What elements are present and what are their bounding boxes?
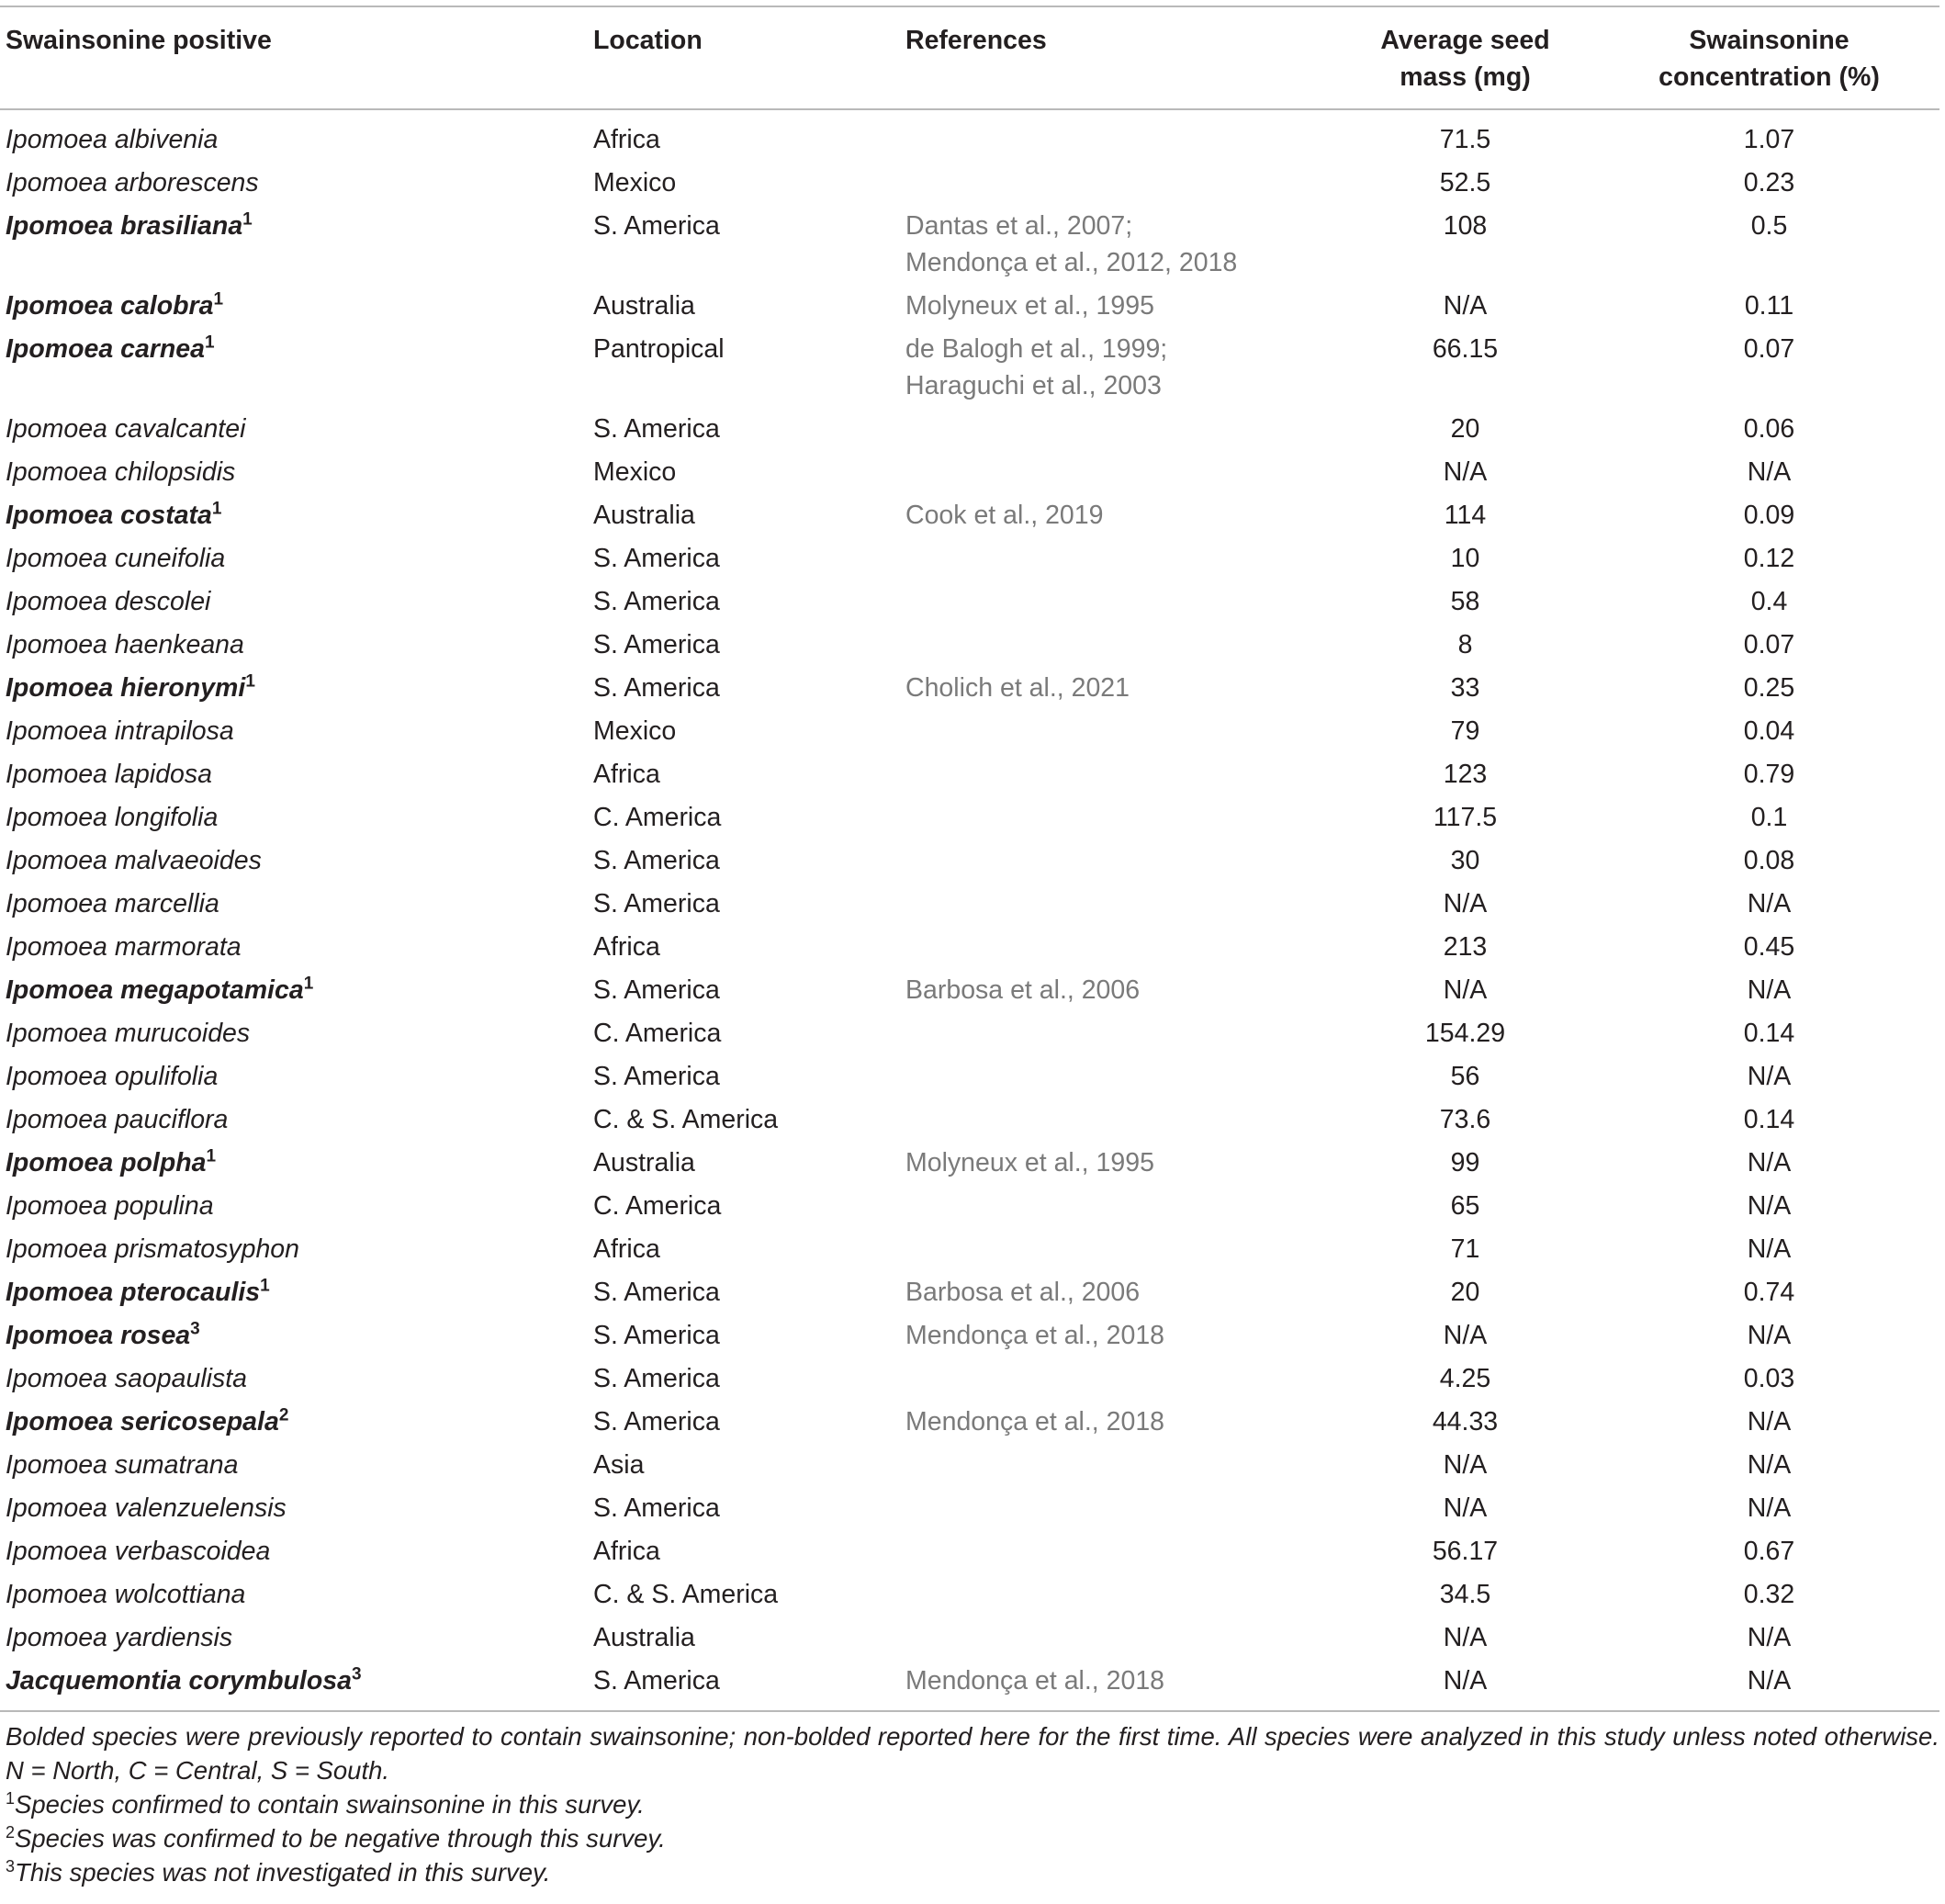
species-cell: [0, 161, 588, 204]
references-cell: [900, 666, 1332, 709]
location-cell: S. America: [593, 889, 720, 918]
species-name: Ipomoea valenzuelensis: [6, 1493, 287, 1523]
concentration-cell: 0.45: [1743, 932, 1795, 962]
species-name: Ipomoea yardiensis: [6, 1623, 233, 1652]
reference-citation: Mendonça et al., 2018: [905, 1321, 1165, 1350]
seed-mass-cell: 108: [1443, 211, 1488, 241]
concentration-cell: 0.04: [1743, 716, 1795, 746]
species-cell: [0, 1486, 588, 1529]
species-name: Ipomoea pterocaulis: [6, 1278, 261, 1307]
table-row: [0, 752, 1939, 795]
references-cell: [900, 1572, 1332, 1616]
header-location: Location: [593, 26, 703, 55]
location-cell: Africa: [593, 1234, 660, 1264]
footnote-item: [6, 1821, 1939, 1855]
concentration-cell: N/A: [1747, 889, 1792, 918]
species-cell: [0, 1098, 588, 1141]
species-name: Ipomoea cavalcantei: [6, 414, 246, 444]
references-cell: [900, 925, 1332, 968]
species-cell: [0, 1313, 588, 1357]
concentration-cell: 0.4: [1750, 587, 1788, 616]
seed-mass-cell: N/A: [1443, 1321, 1488, 1350]
references-cell: [900, 1529, 1332, 1572]
location-cell: S. America: [593, 1407, 720, 1436]
header-references: References: [905, 26, 1047, 55]
reference-citation: Mendonça et al., 2018: [905, 1407, 1165, 1436]
references-cell: [900, 1659, 1332, 1711]
table-footnotes: [0, 1712, 1939, 1889]
species-cell: [0, 1011, 588, 1054]
table-row: [0, 1313, 1939, 1357]
species-name: Ipomoea murucoides: [6, 1019, 251, 1048]
species-name: Ipomoea sumatrana: [6, 1450, 239, 1480]
table-row: [0, 666, 1939, 709]
references-cell: [900, 1486, 1332, 1529]
concentration-cell: N/A: [1747, 1623, 1792, 1652]
species-name: Ipomoea sericosepala: [6, 1407, 279, 1436]
references-cell: [900, 493, 1332, 536]
footnote-marker: 1: [213, 289, 224, 310]
footnote-marker: 1: [205, 332, 215, 353]
reference-citation: Molyneux et al., 1995: [905, 291, 1154, 321]
species-cell: [0, 109, 588, 161]
species-cell: [0, 1270, 588, 1313]
table-row: [0, 1011, 1939, 1054]
footnote-mark: 1: [6, 1788, 16, 1808]
location-cell: Africa: [593, 932, 660, 962]
species-name: Jacquemontia corymbulosa: [6, 1666, 352, 1696]
table-row: [0, 968, 1939, 1011]
location-cell: S. America: [593, 1364, 720, 1393]
seed-mass-cell: 30: [1450, 846, 1480, 875]
species-name: Ipomoea populina: [6, 1191, 214, 1221]
footnote-marker: 3: [351, 1664, 362, 1684]
concentration-cell: 0.74: [1743, 1278, 1795, 1307]
species-name: Ipomoea marcellia: [6, 889, 219, 918]
seed-mass-cell: 71.5: [1439, 125, 1491, 154]
seed-mass-cell: 8: [1457, 630, 1473, 659]
concentration-cell: 0.79: [1743, 760, 1795, 789]
seed-mass-cell: 34.5: [1439, 1580, 1491, 1609]
location-cell: Pantropical: [593, 334, 725, 364]
location-cell: Australia: [593, 291, 695, 321]
concentration-cell: 0.23: [1743, 168, 1795, 197]
table-row: [0, 580, 1939, 623]
species-name: Ipomoea longifolia: [6, 803, 219, 832]
species-name: Ipomoea pauciflora: [6, 1105, 229, 1134]
species-cell: [0, 623, 588, 666]
seed-mass-cell: 58: [1450, 587, 1480, 616]
seed-mass-cell: N/A: [1443, 1666, 1488, 1696]
references-cell: [900, 795, 1332, 839]
table-row: [0, 1357, 1939, 1400]
references-cell: [900, 1011, 1332, 1054]
species-cell: [0, 1227, 588, 1270]
seed-mass-cell: 65: [1450, 1191, 1480, 1221]
seed-mass-cell: 114: [1444, 501, 1487, 530]
header-seed-mass: [1332, 6, 1599, 109]
references-cell: [900, 1313, 1332, 1357]
footnote-main: Bolded species were previously reported to contain swainsonine; non-bolded reported here for the first time. All species were analyzed in this study unless noted otherwise. N = North, C = Central, S = South.: [6, 1722, 1939, 1785]
concentration-cell: 0.12: [1743, 544, 1795, 573]
species-name: Ipomoea verbascoidea: [6, 1537, 271, 1566]
location-cell: Africa: [593, 760, 660, 789]
table-row: [0, 327, 1939, 407]
species-cell: [0, 204, 588, 284]
species-cell: [0, 1572, 588, 1616]
location-cell: S. America: [593, 673, 720, 703]
concentration-cell: 0.1: [1750, 803, 1788, 832]
reference-citation: de Balogh et al., 1999;: [905, 334, 1168, 364]
table-row: [0, 795, 1939, 839]
reference-citation: Mendonça et al., 2012, 2018: [905, 248, 1238, 277]
species-cell: [0, 968, 588, 1011]
reference-citation: Haraguchi et al., 2003: [905, 371, 1162, 400]
seed-mass-cell: 66.15: [1432, 334, 1499, 364]
references-cell: [900, 1141, 1332, 1184]
table-row: [0, 1616, 1939, 1659]
location-cell: C. America: [593, 803, 722, 832]
table-row: [0, 450, 1939, 493]
location-cell: S. America: [593, 1666, 720, 1696]
references-cell: [900, 882, 1332, 925]
footnote-text: Species confirmed to contain swainsonine in this survey.: [15, 1790, 645, 1819]
location-cell: Australia: [593, 1148, 695, 1177]
references-cell: [900, 1184, 1332, 1227]
footnote-marker: 2: [278, 1405, 289, 1425]
species-name: Ipomoea descolei: [6, 587, 211, 616]
location-cell: S. America: [593, 846, 720, 875]
table-row: [0, 1443, 1939, 1486]
references-cell: [900, 161, 1332, 204]
species-cell: [0, 925, 588, 968]
seed-mass-cell: 213: [1443, 932, 1488, 962]
concentration-cell: 0.14: [1743, 1105, 1795, 1134]
species-cell: [0, 839, 588, 882]
seed-mass-cell: 4.25: [1439, 1364, 1491, 1393]
footnote-item: [6, 1787, 1939, 1821]
seed-mass-cell: 154.29: [1424, 1019, 1506, 1048]
location-cell: C. America: [593, 1191, 722, 1221]
seed-mass-cell: 79: [1450, 716, 1480, 746]
table-row: [0, 536, 1939, 580]
reference-citation: Dantas et al., 2007;: [905, 211, 1133, 241]
footnote-marker: 1: [206, 1146, 217, 1166]
references-cell: [900, 709, 1332, 752]
references-cell: [900, 1443, 1332, 1486]
concentration-cell: 0.09: [1743, 501, 1795, 530]
references-cell: [900, 1098, 1332, 1141]
concentration-cell: N/A: [1747, 1191, 1792, 1221]
concentration-cell: N/A: [1747, 457, 1792, 487]
species-name: Ipomoea hieronymi: [6, 673, 246, 703]
species-cell: [0, 1054, 588, 1098]
species-cell: [0, 493, 588, 536]
location-cell: Africa: [593, 125, 660, 154]
species-name: Ipomoea saopaulista: [6, 1364, 248, 1393]
concentration-cell: 0.03: [1743, 1364, 1795, 1393]
header-row: [0, 6, 1939, 109]
location-cell: S. America: [593, 1493, 720, 1523]
concentration-cell: N/A: [1747, 1321, 1792, 1350]
concentration-cell: N/A: [1747, 1666, 1792, 1696]
footnote-marker: 1: [245, 671, 255, 692]
species-cell: [0, 666, 588, 709]
header-concentration-line2: concentration (%): [1658, 62, 1880, 92]
seed-mass-cell: 20: [1450, 414, 1480, 444]
footnote-list: [6, 1787, 1939, 1889]
species-cell: [0, 1529, 588, 1572]
location-cell: S. America: [593, 544, 720, 573]
concentration-cell: 1.07: [1743, 125, 1795, 154]
table-row: [0, 1400, 1939, 1443]
header-seed-mass-line2: mass (mg): [1400, 62, 1531, 92]
seed-mass-cell: 10: [1450, 544, 1480, 573]
seed-mass-cell: 56: [1450, 1062, 1480, 1091]
species-name: Ipomoea prismatosyphon: [6, 1234, 300, 1264]
species-cell: [0, 882, 588, 925]
species-name: Ipomoea wolcottiana: [6, 1580, 246, 1609]
header-concentration-line1: Swainsonine: [1689, 26, 1849, 55]
table-row: [0, 623, 1939, 666]
seed-mass-cell: N/A: [1443, 457, 1488, 487]
table-row: [0, 925, 1939, 968]
species-name: Ipomoea intrapilosa: [6, 716, 234, 746]
species-cell: [0, 1443, 588, 1486]
footnote-mark: 2: [6, 1822, 16, 1842]
references-cell: [900, 407, 1332, 450]
references-cell: [900, 1270, 1332, 1313]
species-name: Ipomoea albivenia: [6, 125, 219, 154]
species-cell: [0, 407, 588, 450]
concentration-cell: N/A: [1747, 1407, 1792, 1436]
references-cell: [900, 327, 1332, 407]
table-row: [0, 407, 1939, 450]
species-name: Ipomoea marmorata: [6, 932, 242, 962]
species-name: Ipomoea brasiliana: [6, 211, 243, 241]
reference-citation: Mendonça et al., 2018: [905, 1666, 1165, 1696]
seed-mass-cell: N/A: [1443, 1450, 1488, 1480]
location-cell: S. America: [593, 630, 720, 659]
species-name: Ipomoea chilopsidis: [6, 457, 236, 487]
species-name: Ipomoea megapotamica: [6, 975, 304, 1005]
reference-citation: Molyneux et al., 1995: [905, 1148, 1154, 1177]
species-cell: [0, 450, 588, 493]
header-concentration: [1599, 6, 1939, 109]
seed-mass-cell: 117.5: [1433, 803, 1498, 832]
header-species: Swainsonine positive: [6, 26, 272, 55]
table-row: [0, 839, 1939, 882]
references-cell: [900, 536, 1332, 580]
location-cell: Mexico: [593, 168, 677, 197]
species-cell: [0, 284, 588, 327]
location-cell: C. & S. America: [593, 1580, 779, 1609]
species-cell: [0, 1400, 588, 1443]
location-cell: S. America: [593, 1062, 720, 1091]
references-cell: [900, 1400, 1332, 1443]
references-cell: [900, 623, 1332, 666]
header-seed-mass-line1: Average seed: [1380, 26, 1550, 55]
concentration-cell: 0.08: [1743, 846, 1795, 875]
footnote-mark: 3: [6, 1856, 16, 1876]
species-name: Ipomoea haenkeana: [6, 630, 244, 659]
table-row: [0, 1141, 1939, 1184]
seed-mass-cell: 20: [1450, 1278, 1480, 1307]
table-header: [0, 6, 1939, 109]
location-cell: Australia: [593, 1623, 695, 1652]
references-cell: [900, 1357, 1332, 1400]
concentration-cell: 0.07: [1743, 334, 1795, 364]
references-cell: [900, 284, 1332, 327]
location-cell: S. America: [593, 1278, 720, 1307]
data-table: [0, 6, 1939, 1712]
location-cell: Mexico: [593, 457, 677, 487]
footnote-marker: 1: [242, 209, 253, 230]
footnote-marker: 1: [260, 1276, 270, 1296]
species-cell: [0, 1141, 588, 1184]
location-cell: C. & S. America: [593, 1105, 779, 1134]
concentration-cell: 0.06: [1743, 414, 1795, 444]
species-cell: [0, 1616, 588, 1659]
species-cell: [0, 709, 588, 752]
footnote-marker: 1: [303, 974, 314, 994]
seed-mass-cell: 52.5: [1439, 168, 1491, 197]
seed-mass-cell: N/A: [1443, 1493, 1488, 1523]
table-row: [0, 1659, 1939, 1711]
reference-citation: Cook et al., 2019: [905, 501, 1104, 530]
footnote-text: Species was confirmed to be negative through this survey.: [15, 1824, 666, 1853]
concentration-cell: 0.5: [1750, 211, 1788, 241]
location-cell: S. America: [593, 211, 720, 241]
species-cell: [0, 580, 588, 623]
species-name: Ipomoea malvaeoides: [6, 846, 262, 875]
concentration-cell: 0.25: [1743, 673, 1795, 703]
table-row: [0, 109, 1939, 161]
table-row: [0, 1572, 1939, 1616]
concentration-cell: N/A: [1747, 1450, 1792, 1480]
table-row: [0, 1529, 1939, 1572]
reference-citation: Barbosa et al., 2006: [905, 975, 1141, 1005]
concentration-cell: N/A: [1747, 975, 1792, 1005]
species-cell: [0, 1357, 588, 1400]
references-cell: [900, 752, 1332, 795]
location-cell: S. America: [593, 1321, 720, 1350]
location-cell: Africa: [593, 1537, 660, 1566]
location-cell: C. America: [593, 1019, 722, 1048]
location-cell: Australia: [593, 501, 695, 530]
location-cell: S. America: [593, 975, 720, 1005]
concentration-cell: N/A: [1747, 1493, 1792, 1523]
location-cell: S. America: [593, 414, 720, 444]
table-row: [0, 204, 1939, 284]
footnote-marker: 3: [190, 1319, 200, 1339]
table-body: [0, 109, 1939, 1711]
references-cell: [900, 1054, 1332, 1098]
seed-mass-cell: N/A: [1443, 291, 1488, 321]
seed-mass-cell: 33: [1450, 673, 1480, 703]
species-cell: [0, 1659, 588, 1711]
species-name: Ipomoea costata: [6, 501, 212, 530]
species-cell: [0, 752, 588, 795]
table-row: [0, 1486, 1939, 1529]
seed-mass-cell: N/A: [1443, 1623, 1488, 1652]
seed-mass-cell: N/A: [1443, 889, 1488, 918]
seed-mass-cell: 56.17: [1432, 1537, 1499, 1566]
references-cell: [900, 580, 1332, 623]
table-row: [0, 284, 1939, 327]
references-cell: [900, 968, 1332, 1011]
reference-citation: Cholich et al., 2021: [905, 673, 1130, 703]
references-cell: [900, 839, 1332, 882]
seed-mass-cell: 73.6: [1439, 1105, 1491, 1134]
concentration-cell: 0.11: [1744, 291, 1794, 321]
concentration-cell: N/A: [1747, 1148, 1792, 1177]
footnote-marker: 1: [211, 499, 222, 519]
concentration-cell: 0.07: [1743, 630, 1795, 659]
reference-citation: Barbosa et al., 2006: [905, 1278, 1141, 1307]
seed-mass-cell: 123: [1443, 760, 1488, 789]
species-name: Ipomoea cuneifolia: [6, 544, 226, 573]
references-cell: [900, 204, 1332, 284]
references-cell: [900, 450, 1332, 493]
table-row: [0, 1227, 1939, 1270]
location-cell: S. America: [593, 587, 720, 616]
references-cell: [900, 1616, 1332, 1659]
concentration-cell: 0.14: [1743, 1019, 1795, 1048]
location-cell: Asia: [593, 1450, 645, 1480]
references-cell: [900, 1227, 1332, 1270]
footnote-item: [6, 1855, 1939, 1889]
concentration-cell: 0.67: [1743, 1537, 1795, 1566]
table-row: [0, 493, 1939, 536]
location-cell: Mexico: [593, 716, 677, 746]
species-name: Ipomoea rosea: [6, 1321, 191, 1350]
table-row: [0, 1054, 1939, 1098]
species-cell: [0, 1184, 588, 1227]
footnote-text: This species was not investigated in this survey.: [15, 1858, 551, 1887]
table-row: [0, 709, 1939, 752]
species-cell: [0, 795, 588, 839]
table-row: [0, 1098, 1939, 1141]
seed-mass-cell: N/A: [1443, 975, 1488, 1005]
species-name: Ipomoea arborescens: [6, 168, 259, 197]
species-cell: [0, 536, 588, 580]
table-row: [0, 882, 1939, 925]
concentration-cell: 0.32: [1743, 1580, 1795, 1609]
table-row: [0, 161, 1939, 204]
table-row: [0, 1270, 1939, 1313]
seed-mass-cell: 99: [1450, 1148, 1480, 1177]
species-cell: [0, 327, 588, 407]
references-cell: [900, 109, 1332, 161]
species-name: Ipomoea calobra: [6, 291, 214, 321]
table-row: [0, 1184, 1939, 1227]
species-name: Ipomoea opulifolia: [6, 1062, 219, 1091]
species-name: Ipomoea carnea: [6, 334, 206, 364]
seed-mass-cell: 44.33: [1432, 1407, 1499, 1436]
seed-mass-cell: 71: [1450, 1234, 1480, 1264]
species-name: Ipomoea polpha: [6, 1148, 207, 1177]
species-name: Ipomoea lapidosa: [6, 760, 212, 789]
concentration-cell: N/A: [1747, 1234, 1792, 1264]
concentration-cell: N/A: [1747, 1062, 1792, 1091]
